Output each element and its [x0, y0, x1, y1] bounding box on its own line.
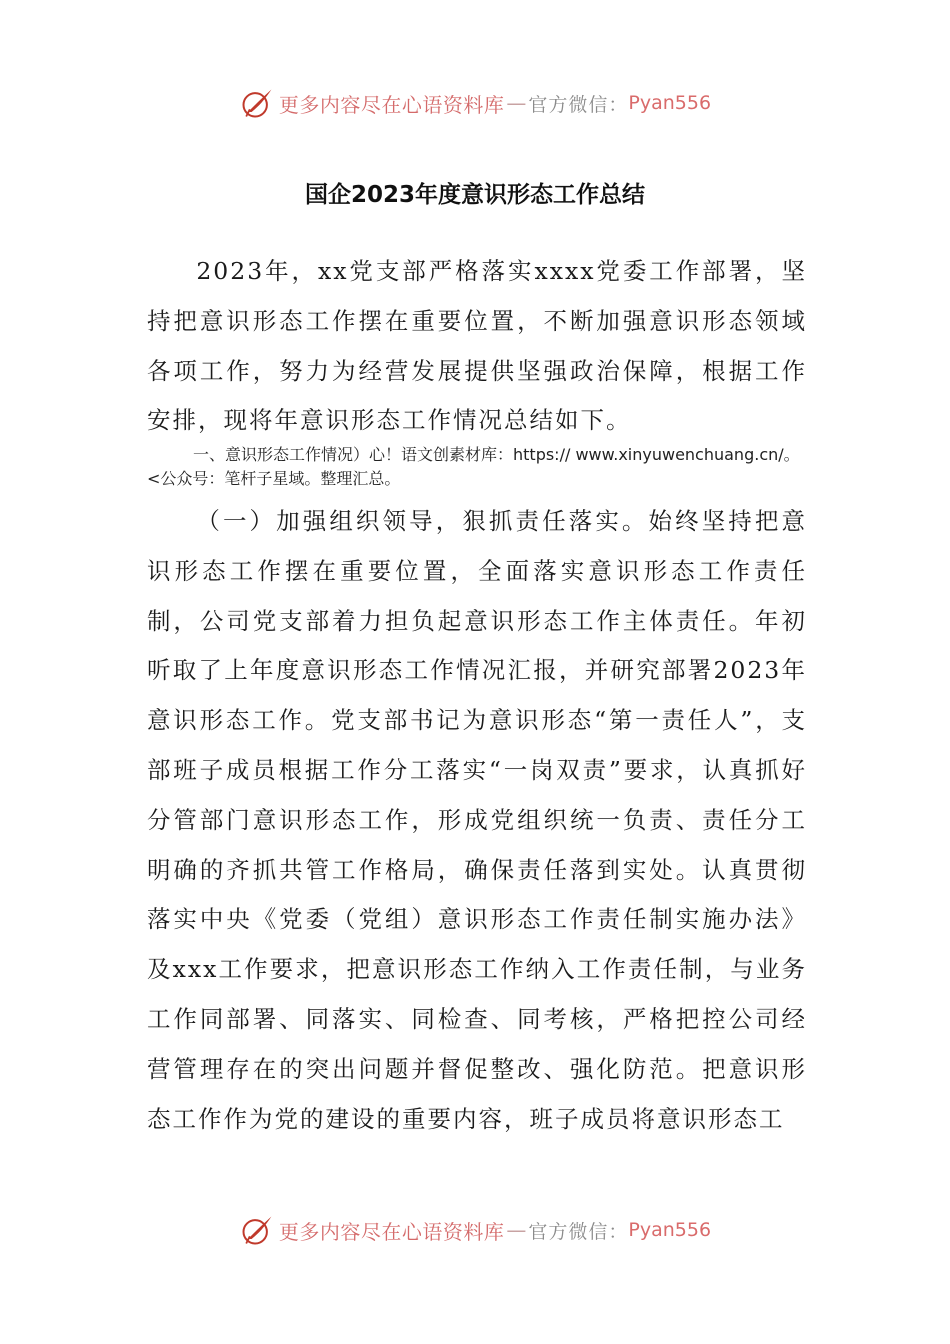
source-note: [147, 443, 807, 491]
banner-wechat-label: 官方微信：: [528, 1220, 629, 1243]
banner-dash: —: [506, 1218, 527, 1242]
quill-pen-logo-icon: [239, 85, 275, 121]
page-title: 国企2023年度意识形态工作总结: [304, 182, 645, 208]
intro-paragraph: 2023年，xx党支部严格落实xxxx党委工作部署，坚持把意识形态工作摆在重要位置，不断加强意识形态领域各项工作，努力为经营发展提供坚强政治保障，根据工作安排，现将年意识形态工作情况总结如下。: [147, 257, 807, 435]
banner-wechat-id: Pyan556: [628, 92, 712, 114]
banner-dash: —: [506, 91, 527, 115]
banner-main-text: 更多内容尽在心语资料库: [278, 92, 505, 117]
banner-wechat-id: Pyan556: [628, 1219, 712, 1241]
quill-pen-logo-icon: [239, 1212, 275, 1248]
footer-banner: [0, 1210, 950, 1250]
header-banner: [0, 83, 950, 123]
banner-wechat-label: 官方微信：: [528, 93, 629, 116]
section-one-paragraph: （一）加强组织领导，狠抓责任落实。始终坚持把意识形态工作摆在重要位置，全面落实意识形态工作责任制，公司党支部着力担负起意识形态工作主体责任。年初听取了上年度意识形态工作情况汇报，并研究部署2023年意识形态工作。党支部书记为意识形态“第一责任人”，支部班子成员根据工作分工落实“一岗双责”要求，认真抓好分管部门意识形态工作，形成党组织统一负责、责任分工明确的齐抓共管工作格局，确保责任落到实处。认真贯彻落实中央《党委（党组）意识形态工作责任制实施办法》及xxx工作要求，把意识形态工作纳入工作责任制，与业务工作同部署、同落实、同检查、同考核，严格把控公司经营管理存在的突出问题并督促整改、强化防范。把意识形态工作作为党的建设的重要内容，班子成员将意识形态工: [147, 507, 807, 1133]
source-note-text: 一、意识形态工作情况）心！语文创素材库：https:// www.xinyuwenchuang.cn/。<公众号：笔杆子星域。整理汇总。: [147, 445, 800, 488]
banner-main-text: 更多内容尽在心语资料库: [278, 1219, 505, 1244]
